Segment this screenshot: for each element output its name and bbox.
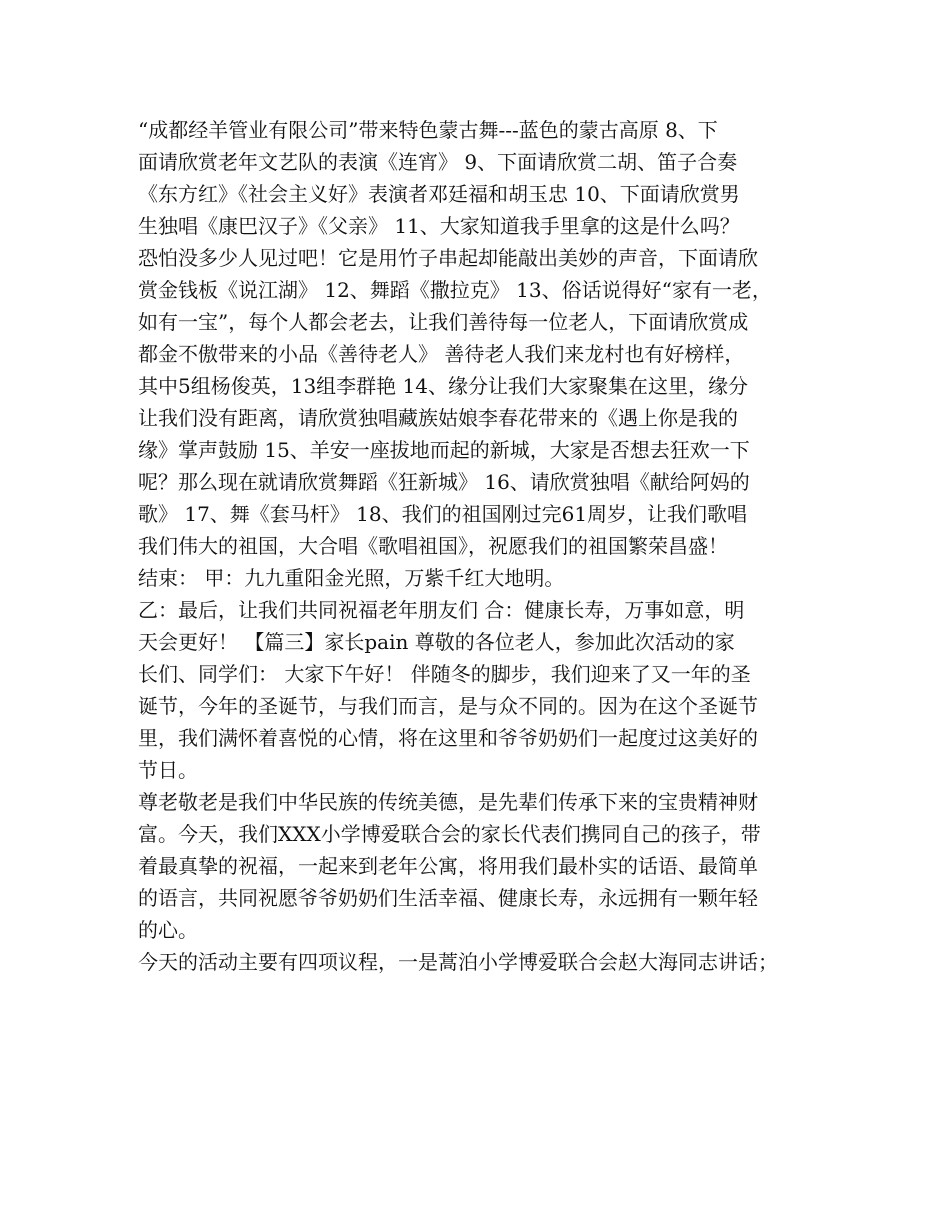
text-line: 面请欣赏老年文艺队的表演《连宵》 9、下面请欣赏二胡、笛子合奏: [138, 150, 738, 174]
text-line: 的语言，共同祝愿爷爷奶奶们生活幸福、健康长寿，永远拥有一颗年轻: [138, 886, 758, 910]
text-line: 生独唱《康巴汉子》《父亲》 11、大家知道我手里拿的这是什么吗？: [138, 214, 740, 238]
text-line: 今天的活动主要有四项议程，一是蒿泊小学博爱联合会赵大海同志讲话；: [138, 950, 778, 974]
text-line: 天会更好！ 【篇三】家长pain 尊敬的各位老人，参加此次活动的家: [138, 630, 735, 654]
text-line: 长们、同学们： 大家下午好！ 伴随冬的脚步，我们迎来了又一年的圣: [138, 662, 751, 686]
text-line: 尊老敬老是我们中华民族的传统美德，是先辈们传承下来的宝贵精神财: [138, 790, 758, 814]
text-line: 节日。: [138, 758, 198, 782]
text-line: 着最真挚的祝福，一起来到老年公寓，将用我们最朴实的话语、最简单: [138, 854, 758, 878]
text-line: 富。今天，我们XXX小学博爱联合会的家长代表们携同自己的孩子，带: [138, 822, 761, 846]
text-line: 如有一宝”，每个人都会老去，让我们善待每一位老人，下面请欣赏成: [138, 310, 749, 334]
text-line: 我们伟大的祖国，大合唱《歌唱祖国》，祝愿我们的祖国繁荣昌盛！: [138, 534, 728, 558]
text-line: 结束： 甲：九九重阳金光照，万紫千红大地明。: [138, 566, 565, 590]
text-line: 赏金钱板《说江湖》 12、舞蹈《撒拉克》 13、俗话说得好“家有一老，: [138, 278, 772, 302]
text-line: 里，我们满怀着喜悦的心情，将在这里和爷爷奶奶们一起度过这美好的: [138, 726, 758, 750]
text-line: “成都经羊管业有限公司”带来特色蒙古舞---蓝色的蒙古高原 8、下: [138, 118, 718, 142]
text-line: 恐怕没多少人见过吧！它是用竹子串起却能敲出美妙的声音，下面请欣: [138, 246, 758, 270]
text-line: 缘》掌声鼓励 15、羊安一座拔地而起的新城，大家是否想去狂欢一下: [138, 438, 750, 462]
text-line: 让我们没有距离，请欣赏独唱藏族姑娘李春花带来的《遇上你是我的: [138, 406, 738, 430]
text-line: 呢？那么现在就请欣赏舞蹈《狂新城》 16、请欣赏独唱《献给阿妈的: [138, 470, 750, 494]
text-line: 都金不傲带来的小品《善待老人》 善待老人我们来龙村也有好榜样，: [138, 342, 745, 366]
text-line: 的心。: [138, 918, 198, 942]
text-line: 其中5组杨俊英，13组李群艳 14、缘分让我们大家聚集在这里，缘分: [138, 374, 748, 398]
text-line: 《东方红》《社会主义好》表演者邓廷福和胡玉忠 10、下面请欣赏男: [138, 182, 740, 206]
text-line: 诞节，今年的圣诞节，与我们而言，是与众不同的。因为在这个圣诞节: [138, 694, 758, 718]
text-line: 歌》 17、舞《套马杆》 18、我们的祖国刚过完61周岁，让我们歌唱: [138, 502, 748, 526]
document-body: [138, 114, 828, 978]
text-line: 乙：最后，让我们共同祝福老年朋友们 合：健康长寿，万事如意，明: [138, 598, 745, 622]
